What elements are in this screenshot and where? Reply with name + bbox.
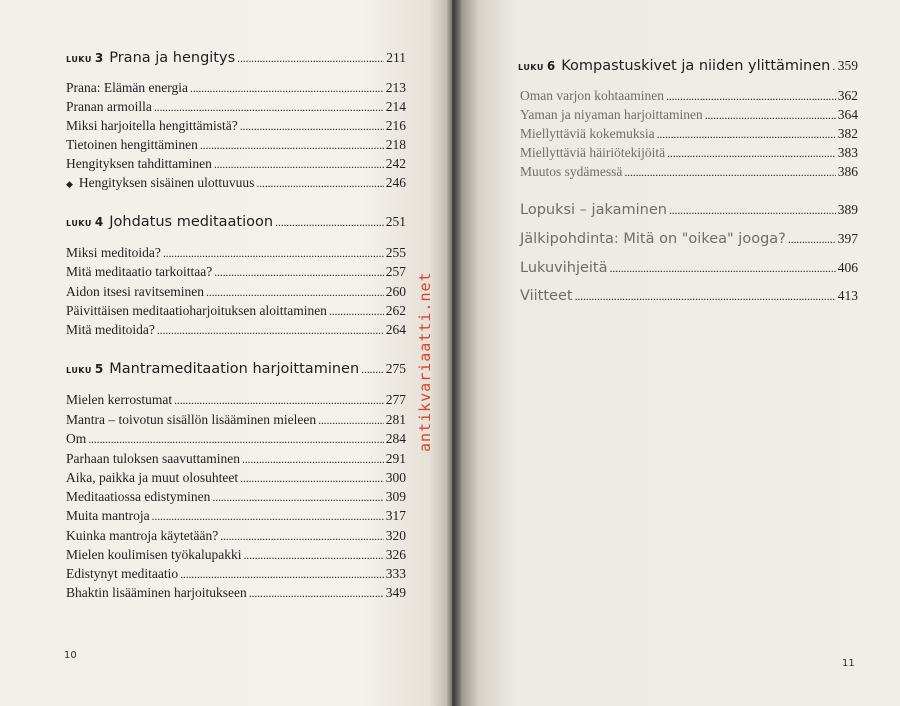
entry-page: 255 xyxy=(385,245,406,260)
dot-leader xyxy=(361,362,384,377)
end-section-heading xyxy=(520,231,858,247)
dot-leader xyxy=(240,471,384,486)
end-section-title: Lukuvihjeitä xyxy=(520,260,608,276)
entry-title: Bhaktin lisääminen harjoitukseen xyxy=(66,585,247,600)
toc-entry xyxy=(66,245,406,261)
entry-page: 216 xyxy=(385,118,406,133)
dot-leader xyxy=(240,119,384,134)
toc-entry xyxy=(520,145,858,161)
dot-leader xyxy=(200,138,384,153)
toc-entry xyxy=(66,264,406,280)
chapter-page-number: 251 xyxy=(385,214,406,229)
chapter-page-number: 211 xyxy=(386,50,406,65)
diamond-bullet-icon: ◆ xyxy=(66,179,73,189)
chapter-title: Kompastuskivet ja niiden ylittäminen xyxy=(561,58,831,74)
toc-entry xyxy=(66,451,406,467)
dot-leader xyxy=(212,490,383,505)
toc-entry xyxy=(66,99,406,115)
entry-title: Pranan armoilla xyxy=(66,99,152,114)
end-section-title: Jälkipohdinta: Mitä on "oikea" jooga? xyxy=(520,231,786,247)
entry-page: 246 xyxy=(385,175,406,190)
entry-page: 364 xyxy=(837,107,858,122)
entry-page: 300 xyxy=(385,470,406,485)
toc-entry xyxy=(66,508,406,524)
chapter-label: LUKU xyxy=(518,63,544,72)
entry-page: 349 xyxy=(385,585,406,600)
toc-entry xyxy=(66,566,406,582)
dot-leader xyxy=(154,100,384,115)
dot-leader xyxy=(88,432,384,447)
entry-page: 386 xyxy=(837,164,858,179)
entry-title: Tietoinen hengittäminen xyxy=(66,137,198,152)
entry-title: Päivittäisen meditaatioharjoituksen aloittaminen xyxy=(66,303,327,318)
chapter-number: 5 xyxy=(94,362,104,376)
entry-title: Hengityksen tahdittaminen xyxy=(66,156,212,171)
entry-title: Mielen kerrostumat xyxy=(66,392,173,407)
end-section-page: 397 xyxy=(837,231,858,246)
entry-page: 262 xyxy=(385,303,406,318)
entry-title: Parhaan tuloksen saavuttaminen xyxy=(66,451,240,466)
end-section-title: Viitteet xyxy=(520,288,573,304)
toc-entry xyxy=(66,412,406,428)
chapter-label: LUKU xyxy=(66,366,92,375)
dot-leader xyxy=(243,548,383,563)
chapter-label: LUKU xyxy=(66,55,92,64)
toc-entry xyxy=(66,137,406,153)
dot-leader xyxy=(242,452,384,467)
right-page xyxy=(452,0,900,706)
toc-entry xyxy=(66,156,406,172)
entry-title: Miellyttäviä häiriötekijöitä xyxy=(520,145,666,160)
entry-title: Hengityksen sisäinen ulottuvuus xyxy=(78,175,255,190)
entry-title: Mitä meditaatio tarkoittaa? xyxy=(66,264,213,279)
entry-page: 277 xyxy=(385,392,406,407)
toc-entry xyxy=(66,175,406,191)
toc-entry xyxy=(66,392,406,408)
dot-leader xyxy=(624,165,835,180)
chapter-label: LUKU xyxy=(66,219,92,228)
toc-entry xyxy=(66,303,406,319)
entry-title: Kuinka mantroja käytetään? xyxy=(66,528,219,543)
entry-page: 309 xyxy=(385,489,406,504)
entry-title: Muutos sydämessä xyxy=(520,164,623,179)
entry-title: Miksi meditoida? xyxy=(66,245,161,260)
dot-leader xyxy=(206,285,384,300)
chapter-4-heading xyxy=(66,214,406,230)
toc-entry xyxy=(66,470,406,486)
dot-leader xyxy=(214,157,384,172)
toc-entry xyxy=(520,126,858,142)
chapter-number: 3 xyxy=(94,51,104,65)
dot-leader xyxy=(575,289,836,304)
entry-title: Edistynyt meditaatio xyxy=(66,566,179,581)
entry-title: Yaman ja niyaman harjoittaminen xyxy=(520,107,703,122)
entry-page: 284 xyxy=(385,431,406,446)
entry-page: 383 xyxy=(837,145,858,160)
dot-leader xyxy=(318,413,384,428)
end-section-heading xyxy=(520,260,858,276)
end-section-page: 389 xyxy=(837,202,858,217)
dot-leader xyxy=(705,108,836,123)
entry-title: Mielen koulimisen työkalupakki xyxy=(66,547,242,562)
entry-page: 382 xyxy=(837,126,858,141)
page-number-left: 10 xyxy=(64,650,77,661)
dot-leader xyxy=(214,265,384,280)
entry-page: 333 xyxy=(385,566,406,581)
end-section-heading xyxy=(520,202,858,218)
dot-leader xyxy=(610,261,836,276)
chapter-page-number: 359 xyxy=(837,58,858,73)
dot-leader xyxy=(157,323,384,338)
dot-leader xyxy=(666,89,836,104)
chapter-5-heading xyxy=(66,361,406,377)
toc-entry xyxy=(66,528,406,544)
entry-title: Om xyxy=(66,431,87,446)
entry-page: 291 xyxy=(385,451,406,466)
dot-leader xyxy=(190,81,384,96)
entry-page: 317 xyxy=(385,508,406,523)
dot-leader xyxy=(180,567,384,582)
entry-title: Mantra – toivotun sisällön lisääminen mieleen xyxy=(66,412,317,427)
entry-page: 213 xyxy=(385,80,406,95)
end-section-page: 406 xyxy=(837,260,858,275)
chapter-3-heading xyxy=(66,50,406,66)
entry-page: 218 xyxy=(385,137,406,152)
dot-leader xyxy=(329,304,384,319)
entry-title: Muita mantroja xyxy=(66,508,150,523)
toc-entry xyxy=(520,88,858,104)
toc-entry xyxy=(520,164,858,180)
end-section-title: Lopuksi – jakaminen xyxy=(520,202,667,218)
chapter-title: Prana ja hengitys xyxy=(109,50,236,66)
entry-page: 214 xyxy=(385,99,406,114)
chapter-title: Johdatus meditaatioon xyxy=(109,214,274,230)
dot-leader xyxy=(667,146,836,161)
entry-page: 257 xyxy=(385,264,406,279)
chapter-title: Mantrameditaation harjoittaminen xyxy=(109,361,360,377)
dot-leader xyxy=(237,51,384,66)
dot-leader xyxy=(174,393,384,408)
toc-entry xyxy=(66,322,406,338)
end-section-heading xyxy=(520,288,858,304)
entry-title: Aika, paikka ja muut olosuhteet xyxy=(66,470,239,485)
chapter-number: 4 xyxy=(94,215,104,229)
entry-title: Aidon itsesi ravitseminen xyxy=(66,284,204,299)
entry-page: 260 xyxy=(385,284,406,299)
end-section-page: 413 xyxy=(837,288,858,303)
entry-title: Prana: Elämän energia xyxy=(66,80,188,95)
entry-title: Meditaatiossa edistyminen xyxy=(66,489,211,504)
chapter-number: 6 xyxy=(546,59,556,73)
entry-title: Oman varjon kohtaaminen xyxy=(520,88,664,103)
toc-entry xyxy=(66,431,406,447)
page-number-right: 11 xyxy=(842,658,855,669)
dot-leader xyxy=(832,59,835,74)
dot-leader xyxy=(163,246,384,261)
toc-entry xyxy=(66,284,406,300)
entry-page: 242 xyxy=(385,156,406,171)
toc-entry xyxy=(66,489,406,505)
entry-page: 362 xyxy=(837,88,858,103)
dot-leader xyxy=(788,232,836,247)
dot-leader xyxy=(657,127,836,142)
chapter-page-number: 275 xyxy=(385,361,406,376)
entry-title: Mitä meditoida? xyxy=(66,322,155,337)
dot-leader xyxy=(275,215,384,230)
toc-entry xyxy=(66,585,406,601)
chapter-6-heading xyxy=(518,58,858,74)
entry-page: 264 xyxy=(385,322,406,337)
dot-leader xyxy=(669,203,836,218)
toc-entry xyxy=(66,118,406,134)
entry-page: 281 xyxy=(385,412,406,427)
toc-entry xyxy=(66,80,406,96)
toc-entry xyxy=(66,547,406,563)
dot-leader xyxy=(152,509,384,524)
entry-title: Miellyttäviä kokemuksia xyxy=(520,126,655,141)
entry-page: 320 xyxy=(385,528,406,543)
dot-leader xyxy=(220,529,384,544)
entry-title: Miksi harjoitella hengittämistä? xyxy=(66,118,238,133)
book-gutter xyxy=(447,0,461,706)
watermark-text: antikvariaatti.net xyxy=(416,271,434,452)
dot-leader xyxy=(249,586,384,601)
toc-entry xyxy=(520,107,858,123)
dot-leader xyxy=(256,176,383,191)
watermark xyxy=(398,252,434,452)
entry-page: 326 xyxy=(385,547,406,562)
